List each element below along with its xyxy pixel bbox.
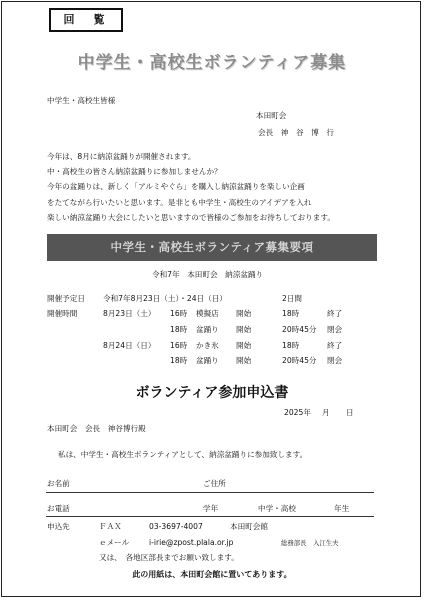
body-line: 今年の盆踊りは、新しく「アルミやぐら」を購入し納涼盆踊りを楽しい企画 — [47, 182, 305, 191]
form-day: 日 — [346, 408, 354, 417]
schedule-time: 16時 — [170, 341, 188, 350]
form-statement: 私は、中学生・高校生ボランティアとして、納涼盆踊りに参加致します。 — [58, 450, 308, 459]
form-addressee: 本田町会 会長 神谷博行殿 — [47, 424, 146, 433]
schedule-duration: 2日間 — [282, 294, 303, 303]
schedule-place: 盆踊り — [196, 356, 219, 365]
form-month: 月 — [322, 408, 330, 417]
fax-place: 本田町会館 — [230, 522, 268, 531]
grade-label: 年生 — [334, 504, 350, 513]
body-line: 楽しい納涼盆踊り大会にしたいと思いますので皆様のご参加をお待ちしております。 — [47, 213, 335, 222]
schedule-action: 開始 — [236, 325, 252, 334]
schedule-action-end: 終了 — [327, 341, 343, 350]
email-label: ｅメール — [99, 538, 130, 547]
schedule-label: 開催時間 — [47, 309, 78, 318]
address-label: ご住所 — [203, 479, 226, 488]
schedule-time-end: 18時 — [282, 341, 300, 350]
school-label: 学年 — [203, 504, 219, 513]
alternative-contact: 又は、 各地区部長までお願い致します。 — [99, 553, 239, 562]
schedule-action-end: 閉会 — [327, 356, 343, 365]
schedule-time: 18時 — [170, 356, 188, 365]
schedule-date: 8月23日（土） — [103, 309, 156, 318]
guideline-banner — [47, 234, 377, 261]
sender-org: 本田町会 — [256, 111, 287, 120]
sender-name: 会長 神 谷 博 行 — [258, 128, 334, 137]
form-title: ボランティア参加申込書 — [135, 385, 289, 401]
schedule-label: 開催予定日 — [47, 294, 85, 303]
schedule-date: 8月24日（日） — [103, 341, 156, 350]
email-address[interactable]: i-irie@zpost.plala.or.jp — [149, 538, 234, 547]
schedule-time-end: 20時45分 — [282, 356, 317, 365]
guideline-subtitle: 令和7年 本田町会 納涼盆踊り — [152, 270, 264, 279]
schedule-place: 模擬店 — [196, 309, 219, 318]
page-title: 中学生・高校生ボランティア募集 — [77, 53, 347, 73]
name-address-underline — [46, 492, 374, 493]
schedule-place: かき氷 — [196, 341, 219, 350]
schedule-time: 18時 — [170, 325, 188, 334]
form-year: 2025年 — [284, 408, 311, 417]
contact-person: 総務部長 入江生夫 — [281, 539, 339, 547]
body-line: 今年は、8月に納涼盆踊りが開催されます。 — [47, 152, 196, 161]
schedule-action: 開始 — [236, 356, 252, 365]
schedule-date: 令和7年8月23日（土）・24日（日） — [103, 294, 227, 303]
schedule-action-end: 終了 — [327, 309, 343, 318]
phone-label: お電話 — [47, 504, 70, 513]
footer-note: 此の用紙は、本田町会館に置いてあります。 — [132, 570, 292, 579]
schedule-time-end: 18時 — [282, 309, 300, 318]
schedule-time-end: 20時45分 — [282, 325, 317, 334]
guideline-banner-text: 中学生・高校生ボランティア募集要項 — [110, 240, 314, 254]
name-label: お名前 — [47, 479, 70, 488]
schedule-action-end: 閉会 — [327, 325, 343, 334]
school-type: 中学・高校 — [258, 504, 296, 513]
body-line: 中・高校生の皆さん納涼盆踊りに参加しませんか？ — [47, 167, 222, 176]
phone-underline — [46, 516, 374, 517]
fax-number: 03-3697-4007 — [149, 522, 203, 531]
body-line: をたてながら行いたいと思います。是非とも中学生・高校生のアイデアを入れ — [47, 198, 312, 207]
schedule-time: 16時 — [170, 309, 188, 318]
submission-label: 申込先 — [47, 522, 70, 531]
recipient: 中学生・高校生皆様 — [47, 96, 116, 105]
schedule-place: 盆踊り — [196, 325, 219, 334]
fax-label: ＦＡＸ — [99, 522, 122, 531]
schedule-action: 開始 — [236, 341, 252, 350]
circulation-label: 回 覧 — [49, 8, 123, 32]
schedule-action: 開始 — [236, 309, 252, 318]
